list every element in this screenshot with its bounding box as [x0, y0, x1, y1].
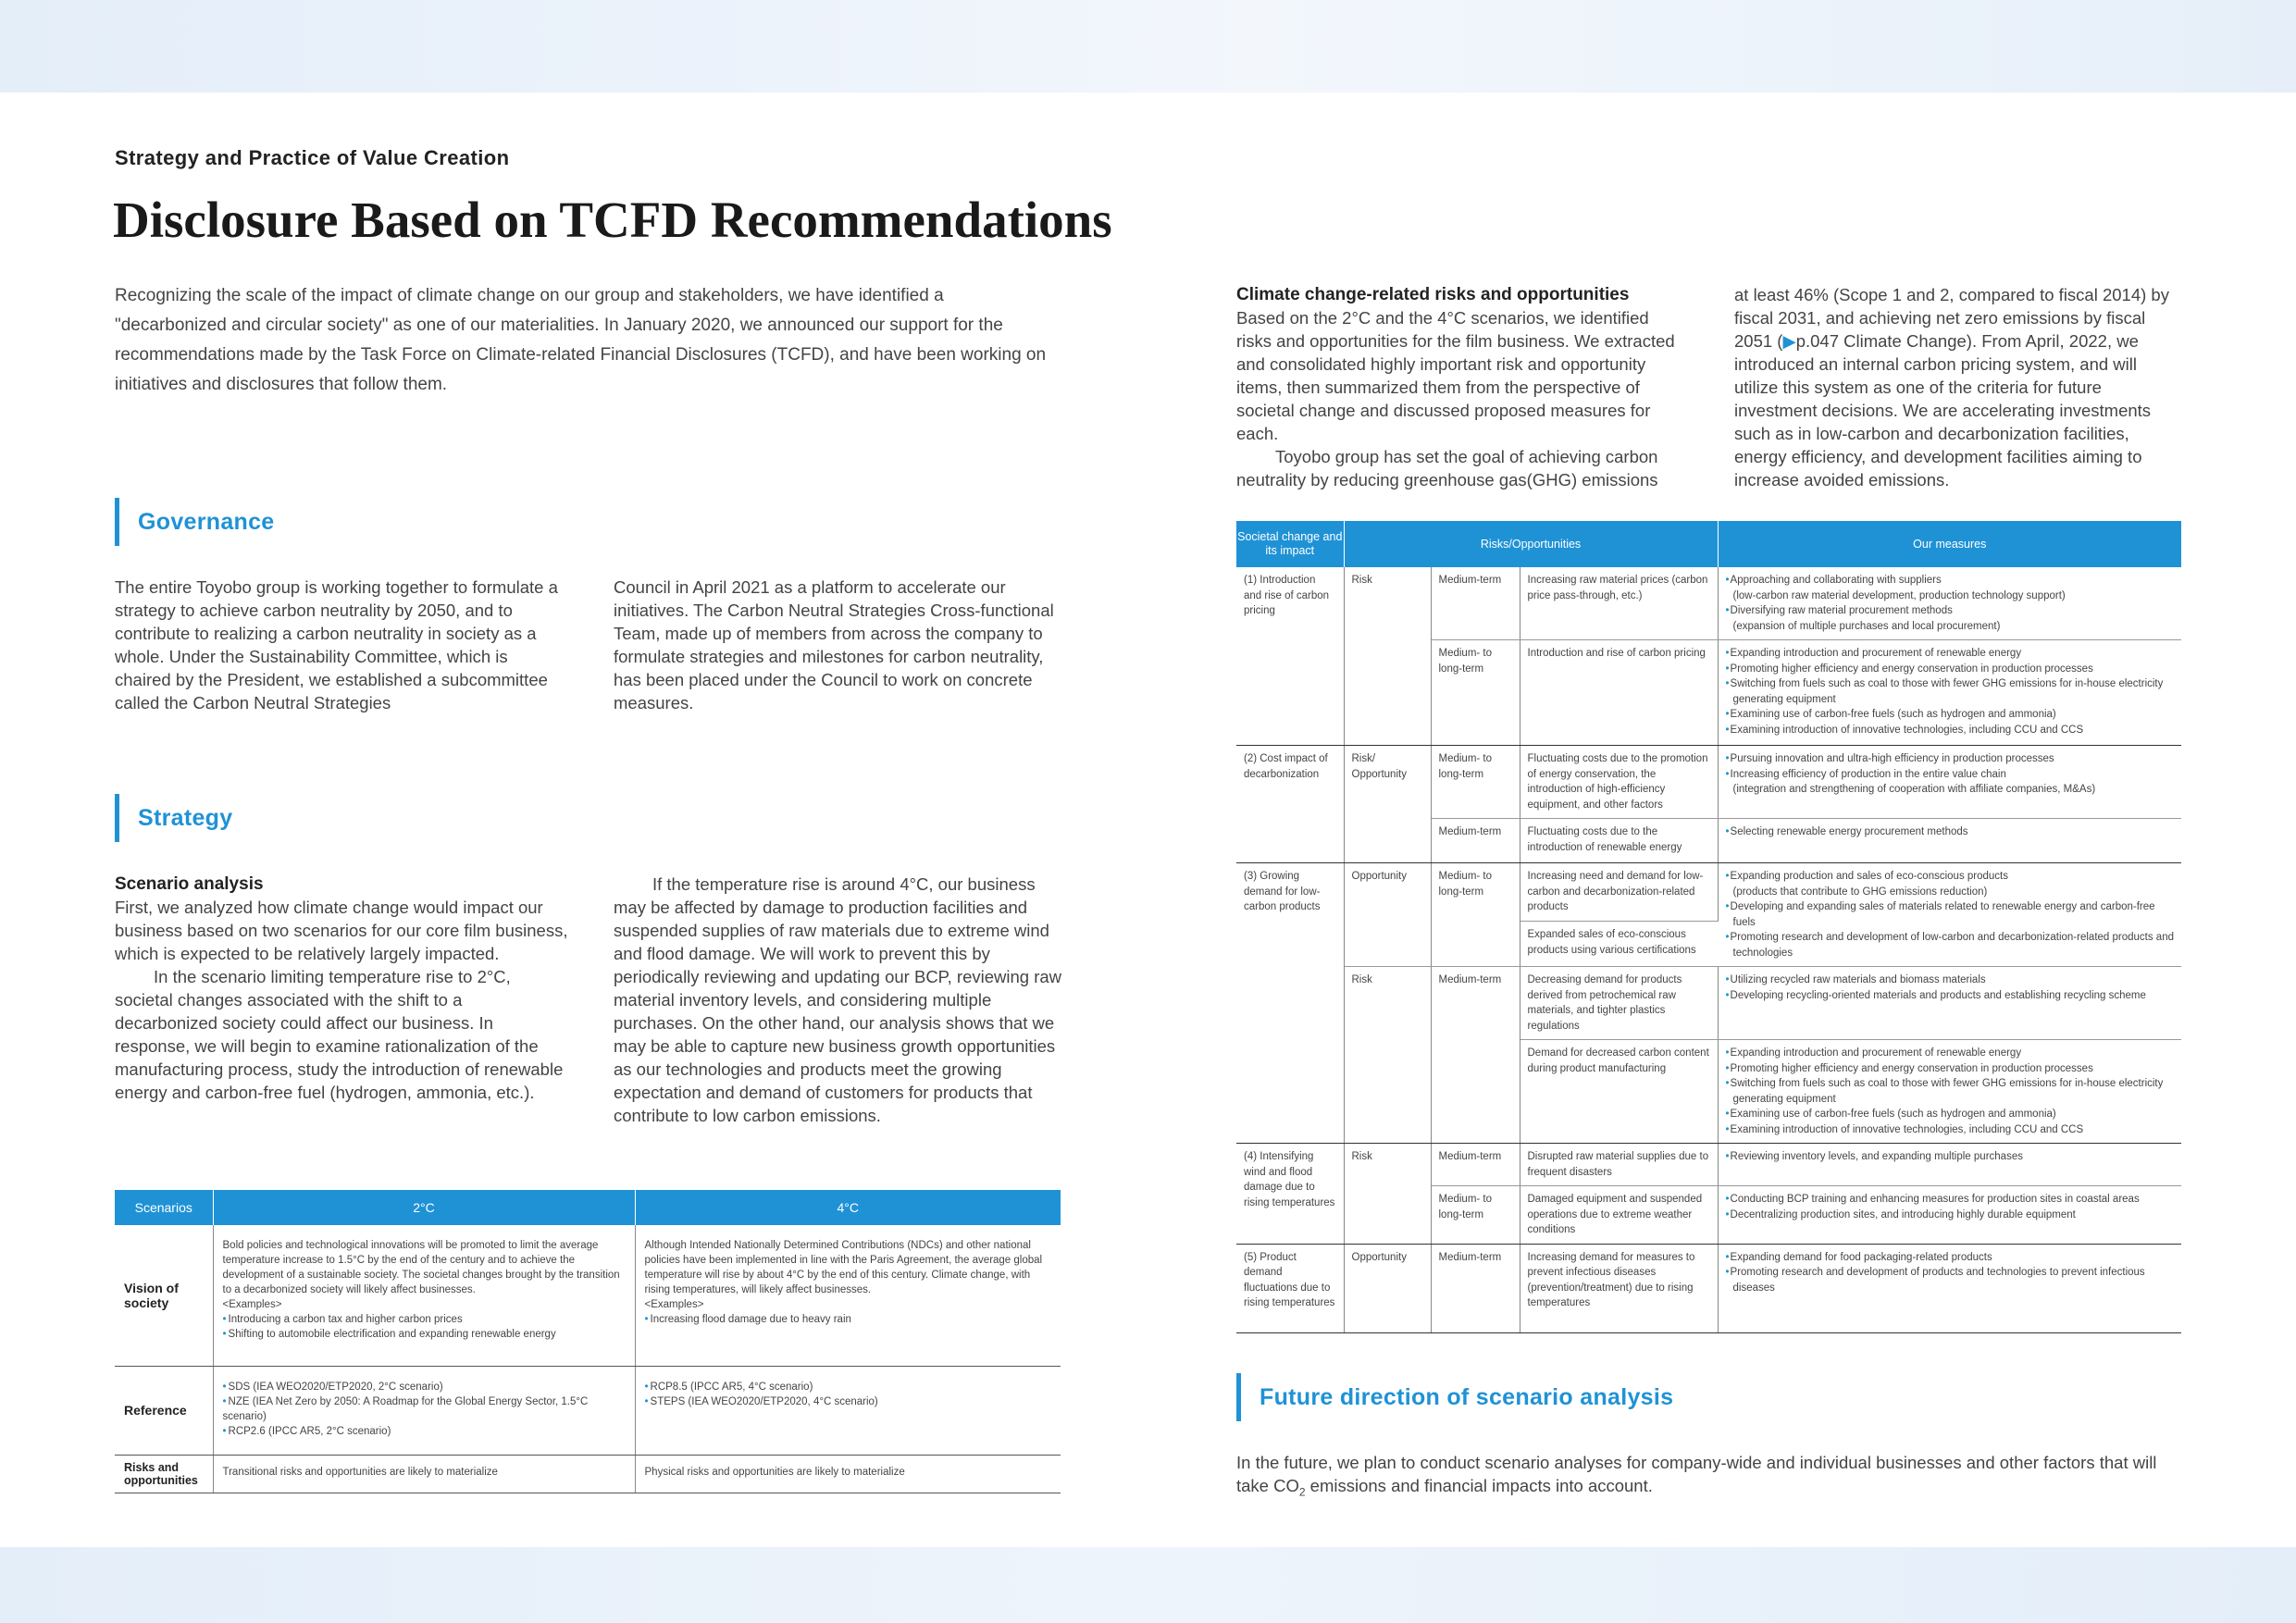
list-item: • Expanding introduction and procurement of renewable energy: [1726, 646, 2175, 662]
climate-col2-text-b: ). From April, 2022, we introduced an internal carbon pricing system, and will utilize this system as one of the criteria for future investment decisions. We are accelerating investments such as in low-carbon and decarbonization facilities, energy efficiency, and development facilities aiming to increase avoided emissions.: [1734, 331, 2152, 489]
list-item: • STEPS (IEA WEO2020/ETP2020, 4°C scenario): [645, 1394, 1052, 1409]
item-cell: Increasing raw material prices (carbon price pass-through, etc.): [1520, 567, 1718, 640]
future-text-subscript: 2: [1298, 1485, 1306, 1499]
vision-4c-examples: <Examples>: [644, 1299, 704, 1310]
list-item: • Pursuing innovation and ultra-high efficiency in production processes: [1726, 751, 2175, 767]
type-cell: Opportunity: [1344, 863, 1431, 967]
item-cell: Increasing need and demand for low-carbon and decarbonization-related products: [1520, 863, 1718, 922]
list-item: • RCP2.6 (IPCC AR5, 2°C scenario): [223, 1424, 626, 1439]
list-item: • RCP8.5 (IPCC AR5, 4°C scenario): [645, 1380, 1052, 1394]
risk-table-header: [1236, 521, 2181, 567]
measures-cell: [1718, 746, 2181, 819]
page-ref-link[interactable]: p.047 Climate Change: [1795, 331, 1967, 351]
row-label-risks: Risks and opportunities: [115, 1455, 213, 1493]
scenario-header-scenarios: Scenarios: [115, 1190, 213, 1225]
type-cell: Risk: [1344, 1144, 1431, 1245]
future-text-a: In the future, we plan to conduct scenario analyses for company-wide and individual businesses and other factors that will take CO: [1236, 1453, 2157, 1495]
item-cell: Expanded sales of eco-conscious products using various certifications: [1520, 922, 1718, 967]
term-cell: Medium-term: [1431, 567, 1520, 640]
table-row: [115, 1225, 1061, 1366]
list-item: • Promoting research and development of products and technologies to prevent infectious diseases: [1726, 1265, 2175, 1295]
change-carbon-pricing: (1) Introduction and rise of carbon pricing: [1236, 567, 1344, 746]
climate-col1-p1: Based on the 2°C and the 4°C scenarios, we identified risks and opportunities for the film business. We extracted and consolidated highly important risk and opportunity items, then summarized them from the perspective of societal change and discussed proposed measures for each.: [1236, 308, 1675, 443]
term-cell: Medium- to long-term: [1431, 863, 1520, 967]
term-cell: Medium- to long-term: [1431, 1186, 1520, 1245]
list-item: • Diversifying raw material procurement methods: [1726, 603, 2175, 619]
risk-header-risks: Risks/Opportunities: [1344, 521, 1718, 567]
scenario-header-2c: 2°C: [213, 1190, 635, 1225]
row-label-reference: Reference: [115, 1366, 213, 1455]
climate-col2-text-a: at least 46% (Scope 1 and 2, compared to fiscal 2014) by fiscal 2031, and achieving net zero emissions by fiscal 2051 (: [1734, 285, 2169, 351]
list-item-note: (low-carbon raw material development, production technology support): [1732, 589, 2066, 601]
climate-subheading: Climate change-related risks and opportunities: [1236, 285, 1630, 304]
intro-paragraph: Recognizing the scale of the impact of climate change on our group and stakeholders, we have identified a "decarbonized and circular society" as one of our materialities. In January 2020, we announced our support for the recommendations made by the Task Force on Climate-related Financial Disclosures (TCFD), and have been working on initiatives and disclosures that follow them.: [115, 286, 1047, 394]
list-item: • Shifting to automobile electrification and expanding renewable energy: [223, 1327, 626, 1342]
measures-cell: [1718, 640, 2181, 746]
table-row: [1236, 863, 2181, 922]
governance-heading: Governance: [115, 498, 275, 546]
term-cell: Medium- to long-term: [1431, 640, 1520, 746]
change-low-carbon-demand: (3) Growing demand for low-carbon products: [1236, 863, 1344, 1144]
item-cell: Demand for decreased carbon content during product manufacturing: [1520, 1040, 1718, 1144]
table-row: [1236, 1244, 2181, 1332]
item-cell: Introduction and rise of carbon pricing: [1520, 640, 1718, 746]
list-item: • Expanding demand for food packaging-related products: [1726, 1250, 2175, 1266]
strategy-col1-p1: First, we analyzed how climate change would impact our business based on two scenarios for our core film business, which is expected to be relatively largely impacted.: [115, 898, 568, 963]
list-item: • Promoting higher efficiency and energy conservation in production processes: [1726, 662, 2175, 677]
list-item: • Expanding introduction and procurement of renewable energy: [1726, 1046, 2175, 1061]
list-item: • Examining introduction of innovative technologies, including CCU and CCS: [1726, 723, 2175, 738]
table-row: [1236, 1144, 2181, 1186]
table-row: [115, 1366, 1061, 1455]
vision-4c-text: Although Intended Nationally Determined Contributions (NDCs) and other national policies have been implemented in line with the Paris Agreement, the average global temperature will rise by about 4°C by the end of this century. Climate change, with rising temperatures, will likely affect businesses.: [644, 1240, 1043, 1295]
vision-4c-cell: [635, 1225, 1061, 1366]
strategy-col1-p2: In the scenario limiting temperature rise to 2°C, societal changes associated with the shift to a decarbonized society could affect our business. In response, we will begin to examine rationalization of the manufacturing process, study the introduction of renewable energy and carbon-free fuel (hydrogen, ammonia, etc.).: [115, 967, 564, 1102]
climate-col1-p2: Toyobo group has set the goal of achieving carbon neutrality by reducing greenhouse gas(GHG) emissions: [1236, 447, 1658, 489]
measures-cell: [1718, 567, 2181, 640]
item-cell: Damaged equipment and suspended operations due to extreme weather conditions: [1520, 1186, 1718, 1245]
measures-cell: [1718, 1144, 2181, 1186]
list-item: • SDS (IEA WEO2020/ETP2020, 2°C scenario): [223, 1380, 626, 1394]
row-label-vision: Vision of society: [115, 1225, 213, 1366]
page-ref-arrow-icon: ▶: [1782, 331, 1796, 351]
bottom-decorative-band: [0, 1547, 2296, 1623]
list-item: • Expanding production and sales of eco-conscious products: [1726, 869, 2175, 885]
list-item: • Switching from fuels such as coal to those with fewer GHG emissions for in-house electricity generating equipment: [1726, 676, 2175, 707]
list-item: • Switching from fuels such as coal to those with fewer GHG emissions for in-house electricity generating equipment: [1726, 1076, 2175, 1107]
measures-cell: [1718, 1040, 2181, 1144]
reference-4c-cell: [635, 1366, 1061, 1455]
list-item-note: (integration and strengthening of cooperation with affiliate companies, M&As): [1732, 784, 2096, 795]
list-item: • Conducting BCP training and enhancing measures for production sites in coastal areas: [1726, 1192, 2175, 1208]
measures-cell: [1718, 967, 2181, 1040]
page-title: Disclosure Based on TCFD Recommendations: [113, 192, 1112, 248]
type-cell: Opportunity: [1344, 1244, 1431, 1332]
section-kicker: Strategy and Practice of Value Creation: [115, 146, 510, 169]
top-decorative-band: [0, 0, 2296, 93]
strategy-col2: [614, 873, 1063, 1127]
table-row: [1236, 967, 2181, 1040]
item-cell: Fluctuating costs due to the introduction of renewable energy: [1520, 819, 1718, 863]
list-item: • Examining introduction of innovative technologies, including CCU and CCS: [1726, 1122, 2175, 1138]
change-cost-impact: (2) Cost impact of decarbonization: [1236, 746, 1344, 863]
list-item: • Approaching and collaborating with suppliers: [1726, 573, 2175, 588]
risk-header-measures: Our measures: [1718, 521, 2181, 567]
type-cell: Risk: [1344, 567, 1431, 746]
scenario-analysis-subheading: Scenario analysis: [115, 874, 264, 894]
measures-cell: [1718, 863, 2181, 967]
table-row: [115, 1455, 1061, 1493]
list-item: • Increasing efficiency of production in the entire value chain: [1726, 767, 2175, 783]
list-item: • Selecting renewable energy procurement methods: [1726, 824, 2175, 840]
risks-2c-cell: Transitional risks and opportunities are likely to materialize: [213, 1455, 635, 1493]
list-item: • Reviewing inventory levels, and expanding multiple purchases: [1726, 1149, 2175, 1165]
list-item: • Promoting higher efficiency and energy conservation in production processes: [1726, 1061, 2175, 1077]
risks-4c-cell: Physical risks and opportunities are likely to materialize: [635, 1455, 1061, 1493]
item-cell: Fluctuating costs due to the promotion of energy conservation, the introduction of high-efficiency equipment, and other factors: [1520, 746, 1718, 819]
list-item: • Examining use of carbon-free fuels (such as hydrogen and ammonia): [1726, 707, 2175, 723]
list-item-note: (expansion of multiple purchases and local procurement): [1732, 620, 2001, 632]
future-direction-text: [1236, 1451, 2184, 1505]
change-wind-flood: (4) Intensifying wind and flood damage due to rising temperatures: [1236, 1144, 1344, 1245]
term-cell: Medium-term: [1431, 1144, 1520, 1186]
list-item: • Developing recycling-oriented materials and products and establishing recycling scheme: [1726, 988, 2175, 1004]
list-item: • Introducing a carbon tax and higher carbon prices: [223, 1312, 626, 1327]
risks-opportunities-table: [1236, 521, 2181, 1333]
term-cell: Medium-term: [1431, 819, 1520, 863]
scenario-header-4c: 4°C: [635, 1190, 1061, 1225]
table-row: [1236, 567, 2181, 640]
list-item: • Promoting research and development of low-carbon and decarbonization-related products and technologies: [1726, 930, 2175, 960]
climate-col1: [1236, 283, 1688, 491]
list-item: • Developing and expanding sales of materials related to renewable energy and carbon-free fuels: [1726, 899, 2175, 930]
vision-2c-examples: <Examples>: [222, 1299, 282, 1310]
future-text-b: emissions and financial impacts into account.: [1305, 1476, 1653, 1495]
scenario-table: [115, 1190, 1061, 1493]
type-cell: Risk/ Opportunity: [1344, 746, 1431, 863]
risk-header-change: Societal change and its impact: [1236, 521, 1344, 567]
strategy-col1: [115, 873, 568, 1104]
strategy-heading: Strategy: [115, 794, 232, 842]
list-item: • Utilizing recycled raw materials and biomass materials: [1726, 973, 2175, 988]
reference-2c-cell: [213, 1366, 635, 1455]
list-item: • NZE (IEA Net Zero by 2050: A Roadmap for the Global Energy Sector, 1.5°C scenario): [223, 1394, 626, 1424]
scenario-table-header: [115, 1190, 1061, 1225]
governance-col2: Council in April 2021 as a platform to accelerate our initiatives. The Carbon Neutral Strategies Cross-functional Team, made up of members from across the company to formulate strategies and milestones for carbon neutrality, has been placed under the Council to work on concrete measures.: [614, 577, 1054, 712]
type-cell: Risk: [1344, 967, 1431, 1144]
vision-2c-text: Bold policies and technological innovations will be promoted to limit the average temperature increase to 1.5°C by the end of the century and to achieve the development of a sustainable society. The societal changes brought by the transition to a decarbonized society will likely affect businesses.: [222, 1240, 620, 1295]
vision-2c-cell: [213, 1225, 635, 1366]
term-cell: Medium-term: [1431, 967, 1520, 1144]
list-item-note: (products that contribute to GHG emissions reduction): [1732, 886, 1988, 898]
climate-col2: [1734, 283, 2184, 491]
term-cell: Medium-term: [1431, 1244, 1520, 1332]
term-cell: Medium- to long-term: [1431, 746, 1520, 819]
future-direction-heading: Future direction of scenario analysis: [1236, 1373, 1673, 1421]
measures-cell: [1718, 819, 2181, 863]
strategy-col2-p1: If the temperature rise is around 4°C, our business may be affected by damage to production facilities and suspended supplies of raw materials due to extreme wind and flood damage. We will work to prevent this by periodically reviewing and updating our BCP, reviewing raw material inventory levels, and considering multiple purchases. On the other hand, our analysis shows that we may be able to capture new business growth opportunities as our technologies and products meet the growing expectation and demand of customers for products that contribute to low carbon emissions.: [614, 874, 1062, 1125]
item-cell: Decreasing demand for products derived from petrochemical raw materials, and tighter plastics regulations: [1520, 967, 1718, 1040]
table-row: [1236, 746, 2181, 819]
measures-cell: [1718, 1186, 2181, 1245]
change-product-demand: (5) Product demand fluctuations due to rising temperatures: [1236, 1244, 1344, 1332]
measures-cell: [1718, 1244, 2181, 1332]
item-cell: Disrupted raw material supplies due to frequent disasters: [1520, 1144, 1718, 1186]
list-item: • Decentralizing production sites, and introducing highly durable equipment: [1726, 1208, 2175, 1223]
governance-col1: The entire Toyobo group is working together to formulate a strategy to achieve carbon neutrality by 2050, and to contribute to realizing a carbon neutrality in society as a whole. Under the Sustainability Committee, which is chaired by the President, we established a subcommittee called the Carbon Neutral Strategies: [115, 577, 558, 712]
climate-col2-p1: [1734, 283, 2184, 491]
item-cell: Increasing demand for measures to prevent infectious diseases (prevention/treatment) due to rising temperatures: [1520, 1244, 1718, 1332]
list-item: • Increasing flood damage due to heavy rain: [645, 1312, 1052, 1327]
list-item: • Examining use of carbon-free fuels (such as hydrogen and ammonia): [1726, 1107, 2175, 1122]
